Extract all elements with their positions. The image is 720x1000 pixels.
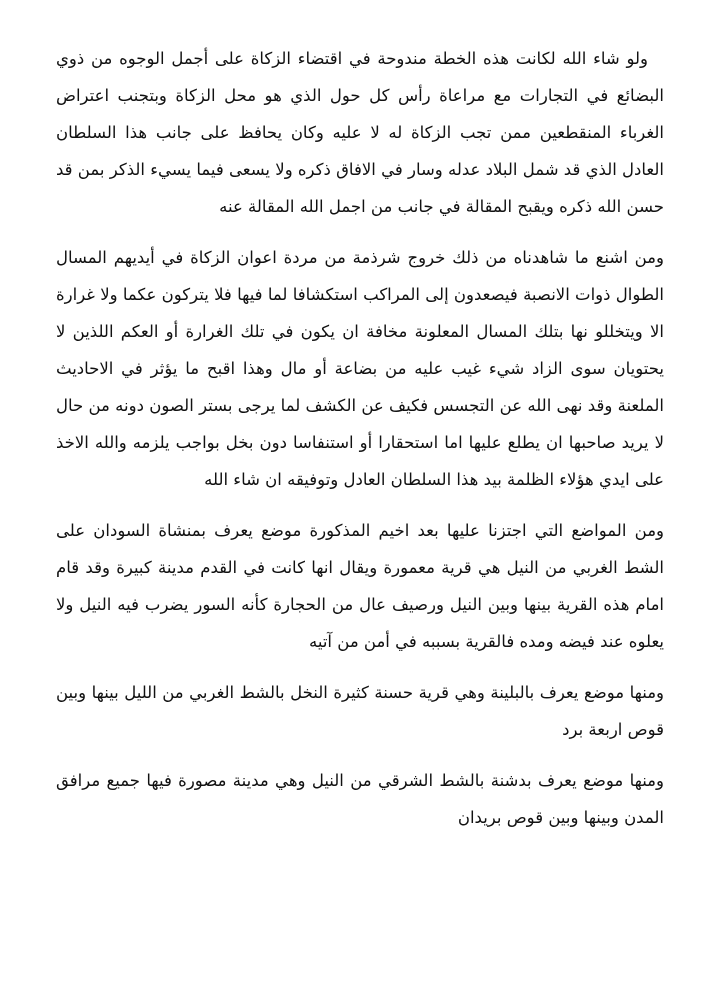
document-page	[56, 40, 664, 836]
paragraph-1: ولو شاء الله لكانت هذه الخطة مندوحة في اقتضاء الزكاة على أجمل الوجوه من ذوي البضائع في التجارات مع مراعاة رأس كل حول الذي هو محل الزكاة وبتجنب اعتراض الغرباء المنقطعين ممن تجب الزكاة له لا عليه وكان يحافظ على جانب هذا السلطان العادل الذي قد شمل البلاد عدله وسار في الافاق ذكره ولا يسعى فيما يسيء الذكر بمن قد حسن الله ذكره ويقبح المقالة في جانب من اجمل الله المقالة عنه	[56, 49, 664, 216]
paragraph-5: ومنها موضع يعرف بدشنة بالشط الشرقي من النيل وهي مدينة مصورة فيها جميع مرافق المدن وبينها وبين قوص بريدان	[56, 771, 664, 827]
paragraph-3: ومن المواضع التي اجتزنا عليها بعد اخيم المذكورة موضع يعرف بمنشاة السودان على الشط الغربي من النيل هي قرية معمورة ويقال انها كانت في القدم مدينة كبيرة وقد قام امام هذه القرية بينها وبين النيل ورصيف عال من الحجارة كأنه السور يضرب فيه النيل ولا يعلوه عند فيضه ومده فالقرية بسببه في أمن من آتيه	[56, 521, 664, 651]
paragraph-2: ومن اشنع ما شاهدناه من ذلك خروج شرذمة من مردة اعوان الزكاة في أيديهم المسال الطوال ذوات الانصبة فيصعدون إلى المراكب استكشافا لما فيها فلا يتركون عكما ولا غرارة الا ويتخللو نها بتلك المسال المعلونة مخافة ان يكون في تلك الغرارة أو العكم اللذين لا يحتويان سوى الزاد شيء غيب عليه من بضاعة أو مال وهذا اقبح ما يؤثر في الاحاديث الملعنة وقد نهى الله عن التجسس فكيف عن الكشف لما يرجى بستر الصون دونه من حال لا يريد صاحبها ان يطلع عليها اما استحقارا أو استنفاسا دون بخل بواجب يلزمه والله الاخذ على ايدي هؤلاء الظلمة بيد هذا السلطان العادل وتوفيقه ان شاء الله	[56, 248, 664, 489]
paragraph-4: ومنها موضع يعرف بالبلينة وهي قرية حسنة كثيرة النخل بالشط الغربي من الليل بينها وبين قوص اربعة برد	[56, 683, 664, 739]
